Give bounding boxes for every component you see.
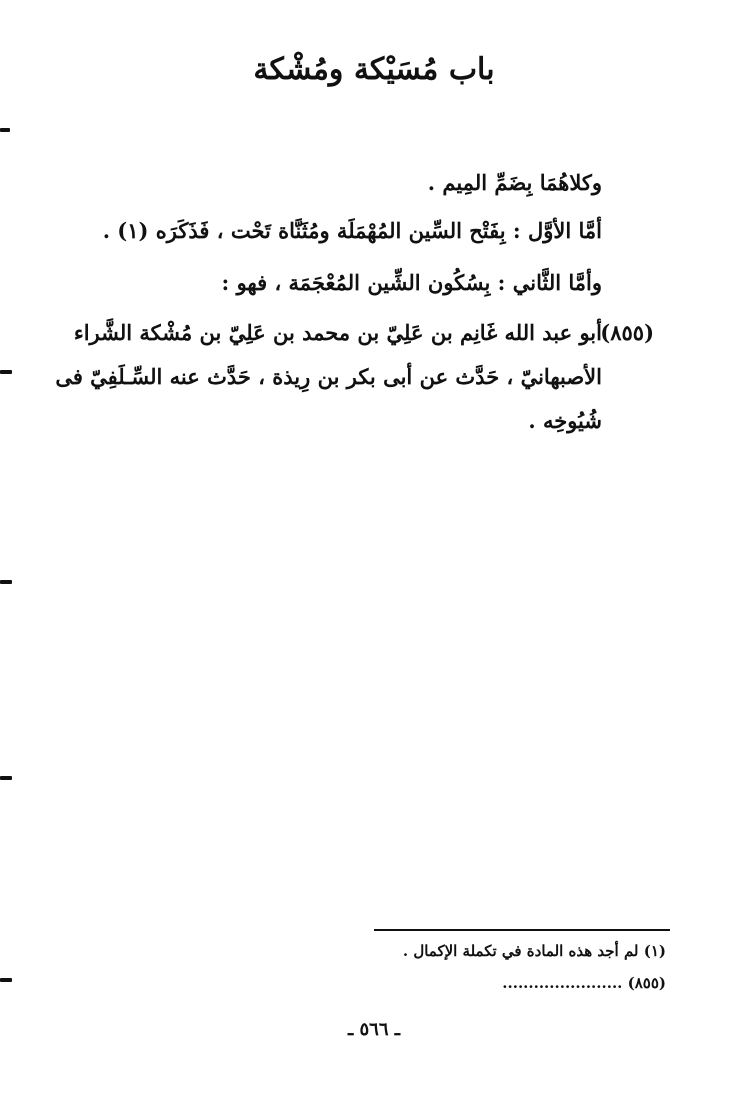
scan-edge-mark — [0, 580, 12, 584]
text-line-3: وأمَّا الثَّاني : بِسُكُون الشِّين المُعْجَمَة ، فهو : — [221, 270, 602, 295]
chapter-title: باب مُسَيْكة ومُشْكة — [253, 52, 495, 87]
entry-line-2: الأصبهانيّ ، حَدَّث عن أبى بكر بن رِيذة ، حَدَّث عنه السِّـلَفِيّ فى — [55, 364, 602, 389]
entry-number: (٨٥٥) — [600, 320, 654, 345]
text-line-2: أمَّا الأوَّل : بِفَتْح السِّين المُهْمَلَة ومُثَنَّاة تَحْت ، فَذَكَرَه (١) . — [102, 218, 602, 243]
entry-line-1: أبو عبد الله غَانِم بن عَلِيّ بن محمد بن عَلِيّ بن مُشْكة الشَّراء — [73, 320, 602, 345]
text-line-1: وكلاهُمَا بِضَمِّ المِيم . — [427, 170, 602, 195]
scan-edge-mark — [0, 978, 12, 982]
footnote-1: (١) لم أجد هذه المادة في تكملة الإكمال . — [402, 942, 666, 960]
scan-edge-mark — [0, 128, 10, 132]
scan-edge-mark — [0, 370, 12, 374]
entry-line-3: شُيُوخِه . — [528, 408, 602, 433]
footnote-separator — [374, 929, 670, 931]
page-number: ـ ٥٦٦ ـ — [347, 1019, 401, 1040]
scan-edge-mark — [0, 776, 12, 780]
footnote-2: (٨٥٥) ....................... — [502, 974, 666, 992]
